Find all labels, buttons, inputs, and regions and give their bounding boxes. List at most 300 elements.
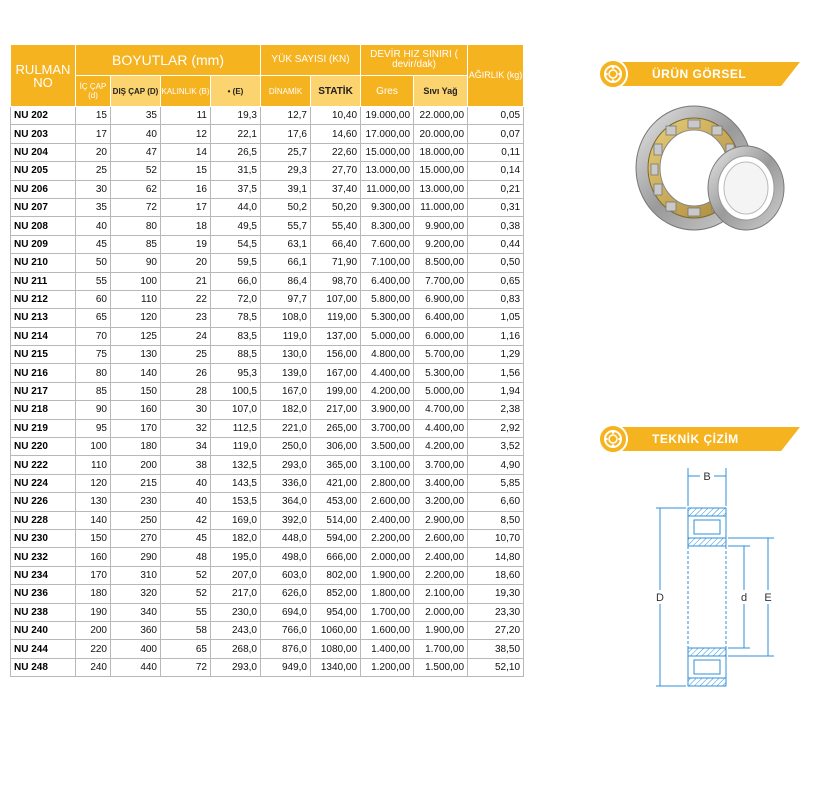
table-cell: 7.700,00 (414, 272, 468, 290)
table-cell: 9.300,00 (361, 198, 414, 216)
table-cell: 1.700,00 (414, 640, 468, 658)
table-row (11, 309, 524, 327)
table-cell: 0,14 (468, 162, 524, 180)
table-cell: 0,31 (468, 198, 524, 216)
table-cell: 167,0 (261, 382, 311, 400)
table-cell: 2.400,00 (361, 511, 414, 529)
table-row (11, 346, 524, 364)
table-cell: 11.000,00 (361, 180, 414, 198)
table-cell: 2.200,00 (361, 529, 414, 547)
bearing-code-cell: NU 220 (11, 438, 76, 456)
table-body (11, 107, 524, 677)
table-cell: 39,1 (261, 180, 311, 198)
table-cell: 14 (161, 143, 211, 161)
table-cell: 23 (161, 309, 211, 327)
bearing-code-cell: NU 203 (11, 125, 76, 143)
table-cell: 265,00 (311, 419, 361, 437)
table-cell: 4.400,00 (414, 419, 468, 437)
table-cell: 320 (111, 585, 161, 603)
table-cell: 802,00 (311, 566, 361, 584)
table-cell: 130 (111, 346, 161, 364)
table-cell: 4.800,00 (361, 346, 414, 364)
bearing-code-cell: NU 206 (11, 180, 76, 198)
bearing-code-cell: NU 228 (11, 511, 76, 529)
table-row (11, 548, 524, 566)
table-cell: 243,0 (211, 621, 261, 639)
table-cell: 85 (76, 382, 111, 400)
table-cell: 120 (76, 474, 111, 492)
table-cell: 13.000,00 (361, 162, 414, 180)
table-row (11, 474, 524, 492)
dim-label-inner-d: d (740, 592, 748, 604)
table-cell: 26,5 (211, 143, 261, 161)
table-cell: 1060,00 (311, 621, 361, 639)
table-cell: 72,0 (211, 290, 261, 308)
table-cell: 10,40 (311, 107, 361, 125)
table-cell: 130,0 (261, 346, 311, 364)
table-cell: 18.000,00 (414, 143, 468, 161)
table-row (11, 254, 524, 272)
table-cell: 221,0 (261, 419, 311, 437)
table-cell: 0,07 (468, 125, 524, 143)
table-cell: 2.600,00 (361, 493, 414, 511)
table-cell: 230 (111, 493, 161, 511)
table-cell: 40 (111, 125, 161, 143)
table-row (11, 364, 524, 382)
table-row (11, 529, 524, 547)
table-cell: 40 (161, 493, 211, 511)
table-cell: 62 (111, 180, 161, 198)
table-row (11, 107, 524, 125)
bearing-code-cell: NU 210 (11, 254, 76, 272)
table-cell: 666,00 (311, 548, 361, 566)
table-cell: 4.200,00 (414, 438, 468, 456)
product-image-title: ÜRÜN GÖRSEL (652, 67, 747, 81)
table-cell: 107,00 (311, 290, 361, 308)
table-cell: 31,5 (211, 162, 261, 180)
table-cell: 2.900,00 (414, 511, 468, 529)
table-row (11, 162, 524, 180)
table-cell: 9.200,00 (414, 235, 468, 253)
table-cell: 170 (76, 566, 111, 584)
bearing-code-cell: NU 232 (11, 548, 76, 566)
table-cell: 20 (76, 143, 111, 161)
table-cell: 3,52 (468, 438, 524, 456)
table-row (11, 493, 524, 511)
table-cell: 2.000,00 (361, 548, 414, 566)
table-cell: 453,00 (311, 493, 361, 511)
table-cell: 336,0 (261, 474, 311, 492)
table-row (11, 419, 524, 437)
table-cell: 3.500,00 (361, 438, 414, 456)
table-cell: 52 (161, 585, 211, 603)
table-cell: 45 (161, 529, 211, 547)
table-cell: 1,94 (468, 382, 524, 400)
technical-drawing-title: TEKNİK ÇİZİM (652, 432, 739, 446)
table-cell: 3.100,00 (361, 456, 414, 474)
table-cell: 22,1 (211, 125, 261, 143)
table-cell: 90 (76, 401, 111, 419)
table-row (11, 401, 524, 419)
table-cell: 199,00 (311, 382, 361, 400)
table-cell: 7.100,00 (361, 254, 414, 272)
table-row (11, 143, 524, 161)
table-row (11, 585, 524, 603)
table-cell: 6.900,00 (414, 290, 468, 308)
table-cell: 140 (76, 511, 111, 529)
table-cell: 169,0 (211, 511, 261, 529)
table-cell: 19 (161, 235, 211, 253)
table-cell: 25,7 (261, 143, 311, 161)
table-cell: 150 (76, 529, 111, 547)
table-cell: 1080,00 (311, 640, 361, 658)
bearing-code-cell: NU 211 (11, 272, 76, 290)
table-cell: 26 (161, 364, 211, 382)
table-cell: 60 (76, 290, 111, 308)
table-cell: 852,00 (311, 585, 361, 603)
table-cell: 8.500,00 (414, 254, 468, 272)
table-cell: 19.000,00 (361, 107, 414, 125)
bearing-code-cell: NU 213 (11, 309, 76, 327)
bearing-code-cell: NU 244 (11, 640, 76, 658)
table-cell: 9.900,00 (414, 217, 468, 235)
bearing-code-cell: NU 204 (11, 143, 76, 161)
table-cell: 6.000,00 (414, 327, 468, 345)
table-cell: 0,38 (468, 217, 524, 235)
table-cell: 10,70 (468, 529, 524, 547)
table-cell: 6.400,00 (361, 272, 414, 290)
bearing-code-cell: NU 240 (11, 621, 76, 639)
table-cell: 28 (161, 382, 211, 400)
table-cell: 5.000,00 (414, 382, 468, 400)
table-cell: 4.200,00 (361, 382, 414, 400)
table-cell: 65 (76, 309, 111, 327)
table-cell: 22,60 (311, 143, 361, 161)
table-cell: 1.900,00 (414, 621, 468, 639)
table-cell: 0,44 (468, 235, 524, 253)
table-cell: 153,5 (211, 493, 261, 511)
table-row (11, 217, 524, 235)
table-cell: 52 (161, 566, 211, 584)
table-cell: 230,0 (211, 603, 261, 621)
table-cell: 2,92 (468, 419, 524, 437)
table-cell: 514,00 (311, 511, 361, 529)
table-cell: 0,21 (468, 180, 524, 198)
table-cell: 448,0 (261, 529, 311, 547)
table-cell: 50,2 (261, 198, 311, 216)
table-cell: 626,0 (261, 585, 311, 603)
table-cell: 2.000,00 (414, 603, 468, 621)
table-cell: 14,60 (311, 125, 361, 143)
table-cell: 7.600,00 (361, 235, 414, 253)
table-cell: 150 (111, 382, 161, 400)
table-cell: 954,00 (311, 603, 361, 621)
table-cell: 1.900,00 (361, 566, 414, 584)
table-row (11, 603, 524, 621)
table-cell: 18 (161, 217, 211, 235)
bearing-badge-icon (598, 59, 628, 89)
table-row (11, 621, 524, 639)
table-cell: 18,60 (468, 566, 524, 584)
table-cell: 88,5 (211, 346, 261, 364)
bearing-code-cell: NU 226 (11, 493, 76, 511)
table-cell: 38 (161, 456, 211, 474)
bearing-code-cell: NU 215 (11, 346, 76, 364)
table-cell: 156,00 (311, 346, 361, 364)
table-cell: 12,7 (261, 107, 311, 125)
header-kalinlik: KALINLIK (B) (161, 76, 211, 107)
table-cell: 55,40 (311, 217, 361, 235)
table-cell: 120 (111, 309, 161, 327)
bearing-code-cell: NU 217 (11, 382, 76, 400)
table-cell: 72 (111, 198, 161, 216)
table-cell: 5.000,00 (361, 327, 414, 345)
table-cell: 21 (161, 272, 211, 290)
table-cell: 11 (161, 107, 211, 125)
table-cell: 125 (111, 327, 161, 345)
table-cell: 5,85 (468, 474, 524, 492)
table-row (11, 290, 524, 308)
table-cell: 6.400,00 (414, 309, 468, 327)
table-cell: 137,00 (311, 327, 361, 345)
bearing-technical-drawing (648, 466, 788, 696)
table-cell: 4,90 (468, 456, 524, 474)
table-cell: 140 (111, 364, 161, 382)
table-cell: 3.200,00 (414, 493, 468, 511)
table-cell: 35 (76, 198, 111, 216)
table-cell: 17 (161, 198, 211, 216)
table-cell: 83,5 (211, 327, 261, 345)
bearing-code-cell: NU 224 (11, 474, 76, 492)
dim-label-b: B (703, 471, 711, 483)
table-cell: 37,40 (311, 180, 361, 198)
table-cell: 50,20 (311, 198, 361, 216)
table-cell: 100 (111, 272, 161, 290)
header-e: • (E) (211, 76, 261, 107)
bearing-product-image (632, 96, 792, 246)
table-cell: 65 (161, 640, 211, 658)
table-cell: 310 (111, 566, 161, 584)
table-cell: 143,5 (211, 474, 261, 492)
table-cell: 594,00 (311, 529, 361, 547)
table-cell: 250 (111, 511, 161, 529)
header-boyutlar: BOYUTLAR (mm) (76, 45, 261, 76)
table-cell: 1,05 (468, 309, 524, 327)
table-cell: 132,5 (211, 456, 261, 474)
table-cell: 30 (161, 401, 211, 419)
bearing-badge-icon (598, 424, 628, 454)
table-cell: 160 (76, 548, 111, 566)
header-devir-hiz: DEVİR HIZ SINIRI ( devir/dak) (361, 45, 468, 76)
table-cell: 27,70 (311, 162, 361, 180)
table-cell: 2,38 (468, 401, 524, 419)
table-cell: 0,11 (468, 143, 524, 161)
table-cell: 766,0 (261, 621, 311, 639)
table-cell: 5.300,00 (361, 309, 414, 327)
table-cell: 119,00 (311, 309, 361, 327)
table-cell: 37,5 (211, 180, 261, 198)
table-cell: 17 (76, 125, 111, 143)
table-cell: 364,0 (261, 493, 311, 511)
table-cell: 200 (76, 621, 111, 639)
table-cell: 35 (111, 107, 161, 125)
bearing-code-cell: NU 219 (11, 419, 76, 437)
bearing-code-cell: NU 202 (11, 107, 76, 125)
table-cell: 0,65 (468, 272, 524, 290)
table-cell: 207,0 (211, 566, 261, 584)
table-cell: 45 (76, 235, 111, 253)
table-cell: 97,7 (261, 290, 311, 308)
table-cell: 107,0 (211, 401, 261, 419)
table-cell: 58 (161, 621, 211, 639)
table-row (11, 180, 524, 198)
table-cell: 66,1 (261, 254, 311, 272)
table-cell: 52,10 (468, 658, 524, 676)
dim-label-e: E (764, 592, 772, 604)
table-cell: 130 (76, 493, 111, 511)
table-cell: 180 (76, 585, 111, 603)
table-cell: 24 (161, 327, 211, 345)
table-cell: 1.500,00 (414, 658, 468, 676)
bearing-code-cell: NU 222 (11, 456, 76, 474)
table-cell: 15 (161, 162, 211, 180)
table-cell: 250,0 (261, 438, 311, 456)
header-rulman-no: RULMAN NO (11, 45, 76, 107)
header-sivi-yag: Sıvı Yağ (414, 76, 468, 107)
table-cell: 268,0 (211, 640, 261, 658)
table-cell: 949,0 (261, 658, 311, 676)
header-statik: STATİK (311, 76, 361, 107)
table-cell: 1,29 (468, 346, 524, 364)
table-cell: 12 (161, 125, 211, 143)
table-cell: 1,16 (468, 327, 524, 345)
table-cell: 5.700,00 (414, 346, 468, 364)
header-yuk-sayisi: YÜK SAYISI (KN) (261, 45, 361, 76)
table-cell: 1.600,00 (361, 621, 414, 639)
dim-label-outer-d: D (656, 592, 664, 604)
header-dinamik: DİNAMİK (261, 76, 311, 107)
bearing-spec-table (10, 44, 524, 677)
table-cell: 220 (76, 640, 111, 658)
bearing-code-cell: NU 230 (11, 529, 76, 547)
header-dis-cap: DIŞ ÇAP (D) (111, 76, 161, 107)
table-cell: 170 (111, 419, 161, 437)
table-cell: 98,70 (311, 272, 361, 290)
table-cell: 1,56 (468, 364, 524, 382)
table-cell: 80 (76, 364, 111, 382)
table-cell: 100,5 (211, 382, 261, 400)
header-agirlik: AĞIRLIK (kg) (468, 45, 524, 107)
table-row (11, 456, 524, 474)
table-cell: 110 (111, 290, 161, 308)
table-cell: 182,0 (261, 401, 311, 419)
table-cell: 34 (161, 438, 211, 456)
table-cell: 215 (111, 474, 161, 492)
table-cell: 17,6 (261, 125, 311, 143)
table-cell: 19,3 (211, 107, 261, 125)
table-row (11, 235, 524, 253)
table-cell: 340 (111, 603, 161, 621)
table-cell: 22.000,00 (414, 107, 468, 125)
table-cell: 95,3 (211, 364, 261, 382)
table-cell: 421,00 (311, 474, 361, 492)
table-row (11, 640, 524, 658)
table-cell: 15 (76, 107, 111, 125)
table-cell: 13.000,00 (414, 180, 468, 198)
table-cell: 1.200,00 (361, 658, 414, 676)
table-cell: 25 (76, 162, 111, 180)
table-row (11, 125, 524, 143)
table-cell: 306,00 (311, 438, 361, 456)
table-cell: 54,5 (211, 235, 261, 253)
table-cell: 195,0 (211, 548, 261, 566)
table-cell: 100 (76, 438, 111, 456)
table-cell: 63,1 (261, 235, 311, 253)
table-cell: 119,0 (261, 327, 311, 345)
bearing-code-cell: NU 218 (11, 401, 76, 419)
technical-drawing-banner (598, 424, 800, 454)
table-row (11, 511, 524, 529)
table-cell: 20 (161, 254, 211, 272)
table-cell: 3.900,00 (361, 401, 414, 419)
table-cell: 23,30 (468, 603, 524, 621)
table-row (11, 382, 524, 400)
table-cell: 15.000,00 (361, 143, 414, 161)
table-cell: 1.800,00 (361, 585, 414, 603)
table-cell: 17.000,00 (361, 125, 414, 143)
table-cell: 139,0 (261, 364, 311, 382)
table-cell: 440 (111, 658, 161, 676)
bearing-code-cell: NU 212 (11, 290, 76, 308)
table-cell: 0,05 (468, 107, 524, 125)
bearing-code-cell: NU 234 (11, 566, 76, 584)
table-cell: 190 (76, 603, 111, 621)
table-cell: 498,0 (261, 548, 311, 566)
table-cell: 55,7 (261, 217, 311, 235)
table-cell: 8,50 (468, 511, 524, 529)
table-cell: 4.400,00 (361, 364, 414, 382)
table-cell: 0,83 (468, 290, 524, 308)
table-row (11, 658, 524, 676)
bearing-code-cell: NU 207 (11, 198, 76, 216)
table-cell: 20.000,00 (414, 125, 468, 143)
table-cell: 85 (111, 235, 161, 253)
table-cell: 1.700,00 (361, 603, 414, 621)
table-cell: 293,0 (211, 658, 261, 676)
table-cell: 108,0 (261, 309, 311, 327)
table-cell: 40 (76, 217, 111, 235)
table-cell: 66,40 (311, 235, 361, 253)
bearing-code-cell: NU 216 (11, 364, 76, 382)
table-row (11, 198, 524, 216)
table-cell: 15.000,00 (414, 162, 468, 180)
table-cell: 1340,00 (311, 658, 361, 676)
table-cell: 182,0 (211, 529, 261, 547)
table-cell: 112,5 (211, 419, 261, 437)
table-cell: 55 (161, 603, 211, 621)
table-cell: 365,00 (311, 456, 361, 474)
product-image-banner (598, 59, 800, 89)
table-cell: 90 (111, 254, 161, 272)
table-cell: 5.300,00 (414, 364, 468, 382)
table-cell: 217,00 (311, 401, 361, 419)
table-cell: 119,0 (211, 438, 261, 456)
table-cell: 240 (76, 658, 111, 676)
table-cell: 55 (76, 272, 111, 290)
table-cell: 50 (76, 254, 111, 272)
table-cell: 2.600,00 (414, 529, 468, 547)
table-cell: 78,5 (211, 309, 261, 327)
